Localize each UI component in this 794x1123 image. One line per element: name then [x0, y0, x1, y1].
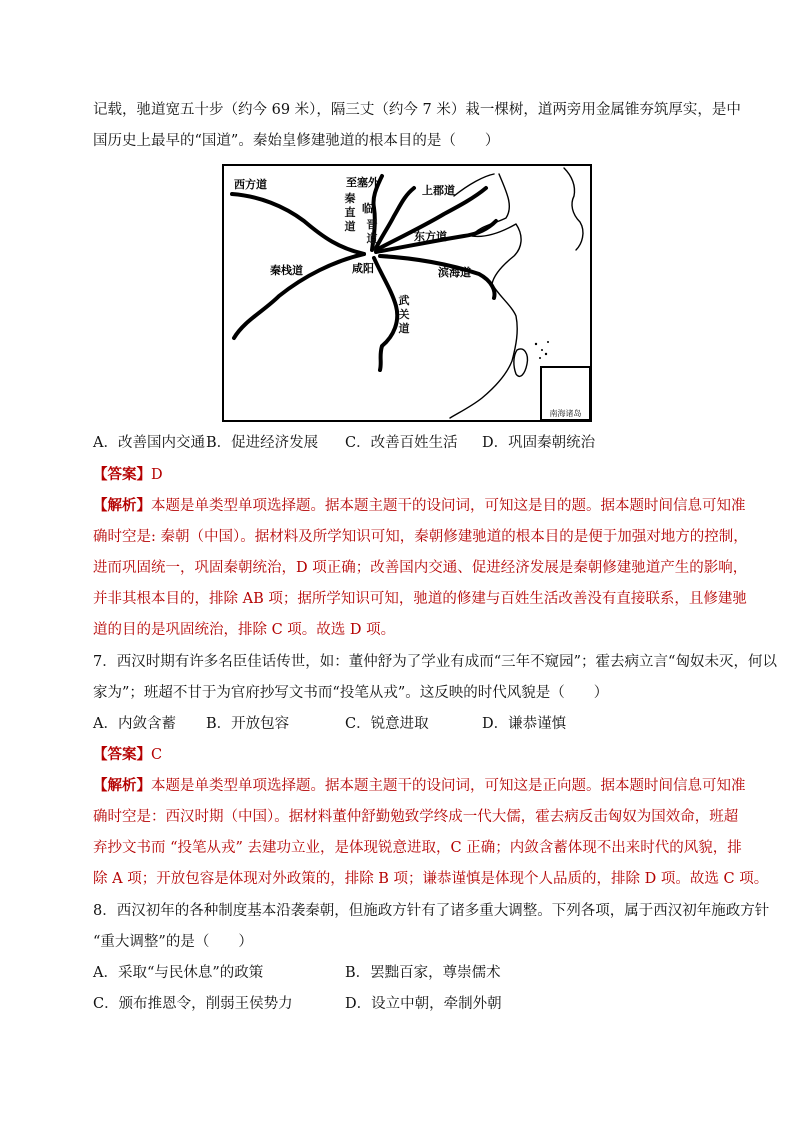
q6-analysis-label: 【解析】 — [93, 497, 151, 514]
q7-stem-line-1: 7．西汉时期有许多名臣佳话传世，如：董仲舒为了学业有成而“三年不窥园”；霍去病立言“匈奴未灭，何以 — [93, 654, 777, 670]
q8-option-d[interactable]: D．设立中朝，牵制外朝 — [345, 996, 502, 1012]
qin-road-map — [222, 164, 592, 422]
q7-answer — [93, 745, 162, 765]
taiwan-island — [514, 349, 528, 376]
label-qinzhi-road: 秦 直 道 — [344, 192, 356, 233]
q7-analysis-line-4: 除 A 项；开放包容是体现对外政策的，排除 B 项；谦恭谨慎是体现个人品质的，排除 D 项。故选 C 项。 — [93, 871, 769, 887]
q6-answer-value: D — [151, 467, 163, 483]
q6-analysis-line-4: 并非其根本目的，排除 AB 项；据所学知识可知，驰道的修建与百姓生活改善没有直接联系，且修建驰 — [93, 591, 747, 607]
scattered-islands — [535, 341, 549, 359]
label-dongfang-road: 东方道 — [414, 230, 447, 243]
q7-analysis-text-1: 本题是单类型单项选择题。据本题主题干的设问词，可知这是正向题。据本题时间信息可知准 — [151, 778, 746, 794]
peninsula — [564, 168, 583, 250]
q8-stem-line-2: “重大调整”的是（ ） — [93, 934, 253, 950]
q6-analysis-line-2: 确时空是: 秦朝（中国）。据材料及所学知识可知，秦朝修建驰道的根本目的是便于加强对地方的控制， — [93, 529, 748, 545]
q6-answer-label: 【答案】 — [93, 466, 151, 483]
q6-option-c[interactable]: C．改善百姓生活 — [345, 435, 458, 451]
q7-option-a[interactable]: A．内敛含蓄 — [93, 716, 176, 732]
q8-option-c[interactable]: C．颁布推恩令，削弱王侯势力 — [93, 996, 293, 1012]
label-wuguan-road: 武 关 道 — [398, 294, 410, 335]
q6-stem-line-1: 记载，驰道宽五十步（约今 69 米），隔三丈（约今 7 米）栽一棵树，道两旁用金属锥夯筑厚实，是中 — [93, 102, 741, 118]
q6-stem-line-2: 国历史上最早的“国道”。秦始皇修建驰道的根本目的是（ ） — [93, 133, 500, 149]
q7-analysis-label: 【解析】 — [93, 777, 151, 794]
q7-answer-value: C — [151, 747, 163, 763]
q6-answer — [93, 465, 163, 485]
q7-stem-line-2: 家为”；班超不甘于为官府抄写文书而“投笔从戎”。这反映的时代风貌是（ ） — [93, 685, 609, 701]
q7-analysis-line-1 — [93, 776, 746, 796]
label-qinzhan-road: 秦栈道 — [270, 264, 303, 277]
south-china-sea-inset — [540, 366, 591, 421]
q6-analysis-line-3: 进而巩固统一，巩固秦朝统治，D 项正确；改善国内交通、促进经济发展是秦朝修建驰道产生的影响， — [93, 560, 748, 576]
q6-analysis-text-1: 本题是单类型单项选择题。据本题主题干的设问词，可知这是目的题。据本题时间信息可知准 — [151, 498, 746, 514]
road-wuguan — [374, 258, 397, 370]
q6-option-b[interactable]: B．促进经济发展 — [206, 435, 319, 451]
label-jin-road: 晋 道 — [366, 218, 378, 245]
label-xifang-road: 西方道 — [234, 178, 267, 191]
coastline — [450, 174, 521, 418]
q7-option-d[interactable]: D．谦恭谨慎 — [482, 716, 567, 732]
label-xianyang: 咸阳 — [352, 262, 374, 275]
q6-analysis-line-5: 道的目的是巩固统治，排除 C 项。故选 D 项。 — [93, 622, 396, 638]
q6-option-d[interactable]: D．巩固秦朝统治 — [482, 435, 596, 451]
label-shangjun-road: 上郡道 — [422, 184, 455, 197]
q7-analysis-line-2: 确时空是：西汉时期（中国）。据材料董仲舒勤勉致学终成一代大儒，霍去病反击匈奴为国效命，班超 — [93, 809, 739, 825]
q7-analysis-line-3: 弃抄文书而 “投笔从戎” 去建功立业，是体现锐意进取，C 正确；内敛含蓄体现不出来时代的风貌，排 — [93, 840, 742, 856]
q6-option-a[interactable]: A．改善国内交通 — [93, 435, 205, 451]
q7-option-c[interactable]: C．锐意进取 — [345, 716, 429, 732]
q8-option-b[interactable]: B．罢黜百家，尊崇儒术 — [345, 965, 501, 981]
q6-analysis-line-1 — [93, 496, 746, 516]
label-nanhai: 南海诸岛 — [549, 409, 582, 418]
q8-option-a[interactable]: A．采取“与民休息”的政策 — [93, 965, 264, 981]
q8-stem-line-1: 8．西汉初年的各种制度基本沿袭秦朝，但施政方针有了诸多重大调整。下列各项，属于西汉初年施政方针 — [93, 903, 770, 919]
label-lin: 临 — [362, 202, 373, 215]
label-binhai-road: 滨海道 — [438, 266, 471, 279]
label-zhisaiwai: 至塞外 — [346, 176, 379, 189]
q7-option-b[interactable]: B．开放包容 — [206, 716, 290, 732]
q7-answer-label: 【答案】 — [93, 746, 151, 763]
